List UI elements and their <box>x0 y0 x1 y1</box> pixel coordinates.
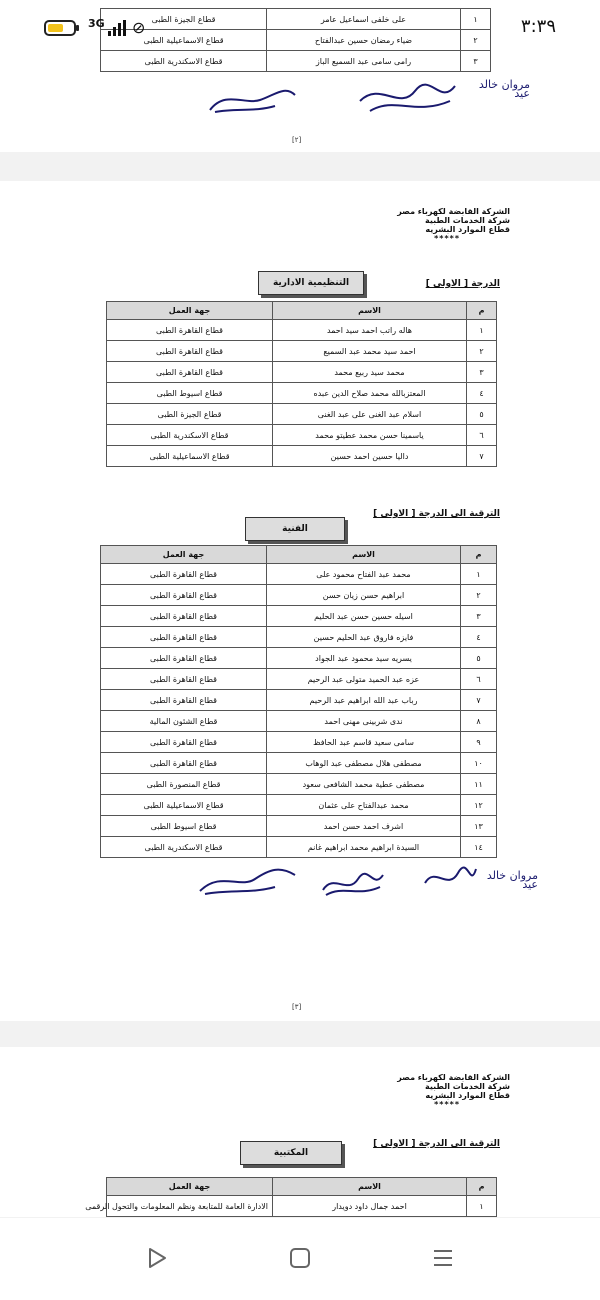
employee-name: محمد سيد ربيع محمد <box>273 362 467 383</box>
table-row <box>101 627 497 648</box>
row-number: ٣ <box>461 606 497 627</box>
row-number: ٢ <box>461 585 497 606</box>
work-department: قطاع القاهرة الطبى <box>101 606 267 627</box>
signal-bars-icon <box>108 20 128 36</box>
work-department: قطاع الشئون المالية <box>101 711 267 732</box>
employee-name: محمد عبدالفتاح على عثمان <box>267 795 461 816</box>
grade-label-3: الترقية الى الدرجة [ الاولى ] <box>373 1139 500 1149</box>
row-number: ٧ <box>467 446 497 467</box>
page-number-2: [٣] <box>292 1003 302 1011</box>
document-page-3 <box>0 1047 600 1217</box>
employee-name: اشرف احمد حسن احمد <box>267 816 461 837</box>
row-number: ٤ <box>467 383 497 404</box>
row-number: ٥ <box>467 404 497 425</box>
work-department: قطاع الاسماعيلية الطبى <box>101 30 267 51</box>
row-number: ١١ <box>461 774 497 795</box>
table-row <box>107 446 497 467</box>
row-number: ١ <box>461 564 497 585</box>
signature-1 <box>205 80 300 120</box>
work-department: قطاع القاهرة الطبى <box>101 564 267 585</box>
employee-name: على خلفى اسماعيل عامر <box>267 9 461 30</box>
signature-3 <box>195 861 300 901</box>
row-number: ١٣ <box>461 816 497 837</box>
square-home-icon <box>288 1246 312 1270</box>
handwritten-name-2: مروان خالد عيد <box>486 869 538 891</box>
row-number: ٦ <box>461 669 497 690</box>
status-bar <box>0 0 600 40</box>
table-row <box>101 669 497 690</box>
table-row <box>107 320 497 341</box>
employee-name: اسيله حسين حسن عبد الحليم <box>267 606 461 627</box>
work-department: قطاع القاهرة الطبى <box>101 690 267 711</box>
work-department: قطاع الاسكندرية الطبى <box>101 51 267 72</box>
letterhead-2: الشركة القابضة لكهرباء مصر شركة الخدمات الطبية قطاع الموارد البشريه ***** <box>397 1073 510 1109</box>
work-department: قطاع الجيزة الطبى <box>101 9 267 30</box>
employee-name: رباب عبد الله ابراهيم عبد الرحيم <box>267 690 461 711</box>
work-department: قطاع الاسماعيلية الطبى <box>107 446 273 467</box>
employee-name: اسلام عبد الغنى على عبد الغنى <box>273 404 467 425</box>
table-row <box>107 362 497 383</box>
table-row <box>101 690 497 711</box>
three-lines-menu-icon <box>431 1246 455 1270</box>
network-type: 3G <box>88 17 105 30</box>
signature-5 <box>420 861 480 897</box>
grade-label: الدرجة [ الاولى ] <box>425 279 500 289</box>
recents-button[interactable] <box>423 1238 463 1278</box>
home-button[interactable] <box>280 1238 320 1278</box>
employee-name: ابراهيم حسن زيان حسن <box>267 585 461 606</box>
row-number: ٢ <box>467 341 497 362</box>
employee-name: احمد جمال داود دويدار <box>273 1196 467 1217</box>
table-row <box>101 606 497 627</box>
row-number: ٦ <box>467 425 497 446</box>
work-department: قطاع اسيوط الطبى <box>107 383 273 404</box>
row-number: ١ <box>467 1196 497 1217</box>
table-row <box>101 795 497 816</box>
row-number: ٥ <box>461 648 497 669</box>
table-row <box>101 648 497 669</box>
row-number: ١٢ <box>461 795 497 816</box>
row-number: ٣ <box>461 51 491 72</box>
employee-name: المعتزبالله محمد صلاح الدين عبده <box>273 383 467 404</box>
table-row <box>101 816 497 837</box>
signature-4 <box>318 865 388 901</box>
table-row <box>101 711 497 732</box>
employee-name: داليا حسين احمد حسين <box>273 446 467 467</box>
employee-name: سامى سعيد قاسم عبد الحافظ <box>267 732 461 753</box>
letterhead: الشركة القابضة لكهرباء مصر شركة الخدمات الطبية قطاع الموارد البشريه ***** <box>397 207 510 243</box>
work-department: قطاع الجيزة الطبى <box>107 404 273 425</box>
back-button[interactable] <box>137 1238 177 1278</box>
document-page-2 <box>0 181 600 1021</box>
table-row <box>107 341 497 362</box>
table-row <box>107 404 497 425</box>
signature-2 <box>355 76 465 120</box>
grade-label-2: الترقية الى الدرجة [ الاولى ] <box>373 509 500 519</box>
work-department: قطاع المنصورة الطبى <box>101 774 267 795</box>
employee-name: السيدة ابراهيم محمد ابراهيم غانم <box>267 837 461 858</box>
work-department: قطاع القاهرة الطبى <box>101 669 267 690</box>
row-number: ٨ <box>461 711 497 732</box>
work-department: قطاع الاسماعيلية الطبى <box>101 795 267 816</box>
table-row <box>101 51 491 72</box>
work-department: قطاع القاهرة الطبى <box>107 341 273 362</box>
row-number: ٧ <box>461 690 497 711</box>
row-number: ١ <box>461 9 491 30</box>
row-number: ٩ <box>461 732 497 753</box>
navigation-bar <box>0 1218 600 1300</box>
employee-name: عزه عبد الحميد متولى عبد الرحيم <box>267 669 461 690</box>
clerical-table: م الاسم جهة العمل ١ احمد جمال داود دويدار الادارة العامة للمتابعة ونظم المعلومات والتحول الرقمى <box>106 1177 497 1217</box>
triangle-back-icon <box>145 1246 169 1270</box>
employee-name: هاله راتب احمد سيد احمد <box>273 320 467 341</box>
clock: ٣:٣٩ <box>520 16 556 37</box>
page-number: [٢] <box>292 136 302 144</box>
work-department: قطاع القاهرة الطبى <box>101 648 267 669</box>
table-row <box>101 837 497 858</box>
table-row <box>107 1196 497 1217</box>
work-department: قطاع اسيوط الطبى <box>101 816 267 837</box>
handwritten-name: مروان خالد عيد <box>478 78 530 100</box>
row-number: ٢ <box>461 30 491 51</box>
employee-name: ضياء رمضان حسين عبدالفتاح <box>267 30 461 51</box>
employee-name: يسريه سيد محمود عبد الجواد <box>267 648 461 669</box>
work-department: قطاع القاهرة الطبى <box>101 585 267 606</box>
employee-name: مصطفى عطية محمد الشافعى سعود <box>267 774 461 795</box>
employee-name: رامى سامى عبد السميع الباز <box>267 51 461 72</box>
admin-table: م الاسم جهة العمل ١ هاله راتب احمد سيد احمد قطاع القاهرة الطبى ٢ احمد سيد محمد عبد السميع قطاع القاهرة الطبى ٣ محمد سيد ربيع محمد قطاع القاهرة الطبى ٤ المعتزبالله محمد صلاح الدين عبده قطاع اسيوط الطبى ٥ اسلام عبد الغنى على عبد الغنى قطاع الجيزة الطبى ٦ ياسمينا حسن محمد عطيتو محمد قطاع الاسكندرية الطبى ٧ داليا حسين احمد حسين قطاع الاسماعيلية الطبى <box>106 301 497 467</box>
work-department: قطاع الاسكندرية الطبى <box>107 425 273 446</box>
employee-name: فايزه فاروق عبد الحليم حسين <box>267 627 461 648</box>
table-row <box>107 425 497 446</box>
battery-icon <box>44 20 76 36</box>
table-row <box>101 774 497 795</box>
row-number: ١ <box>467 320 497 341</box>
work-department: قطاع القاهرة الطبى <box>101 753 267 774</box>
row-number: ١٠ <box>461 753 497 774</box>
table-row <box>101 753 497 774</box>
work-department: قطاع القاهرة الطبى <box>101 627 267 648</box>
section-title-admin: التنظيمية الادارية <box>258 271 364 295</box>
section-title-clerical: المكتبية <box>240 1141 342 1165</box>
work-department: قطاع القاهرة الطبى <box>107 320 273 341</box>
row-number: ٣ <box>467 362 497 383</box>
work-department: قطاع القاهرة الطبى <box>101 732 267 753</box>
employee-name: ندى شربينى مهنى احمد <box>267 711 461 732</box>
work-department: قطاع الاسكندرية الطبى <box>101 837 267 858</box>
employee-name: ياسمينا حسن محمد عطيتو محمد <box>273 425 467 446</box>
work-department: قطاع القاهرة الطبى <box>107 362 273 383</box>
technical-table: م الاسم جهة العمل ١ محمد عبد الفتاح محمود على قطاع القاهرة الطبى ٢ ابراهيم حسن زيان حسن قطاع القاهرة الطبى ٣ اسيله حسين حسن عبد الحليم قطاع القاهرة الطبى ٤ فايزه فاروق عبد الحليم حسين قطاع القاهرة الطبى ٥ يسريه سيد محمود عبد الجواد قطاع القاهرة الطبى ٦ عزه عبد الحميد متولى عبد الرحيم قطاع القاهرة الطبى ٧ رباب عبد الله ابراهيم عبد الرحيم قطاع القاهرة الطبى ٨ ندى شربينى مهنى احمد قطاع الشئون المالية ٩ سامى سعيد قاسم عبد الحافظ قطاع القاهرة الطبى ١٠ مصطفى هلال مصطفى عبد الوهاب قطاع القاهرة الطبى ١١ مصطفى عطية محمد الشافعى سعود قطاع المنصورة الطبى ١٢ محمد عبدالفتاح على عثمان قطاع الاسماعيلية الطبى ١٣ اشرف احمد حسن احمد قطاع اسيوط الطبى ١٤ السيدة ابراهيم محمد ابراهيم غانم قطاع الاسكندرية الطبى <box>100 545 497 858</box>
employee-name: احمد سيد محمد عبد السميع <box>273 341 467 362</box>
section-title-technical: الفنية <box>245 517 345 541</box>
employee-name: مصطفى هلال مصطفى عبد الوهاب <box>267 753 461 774</box>
table-row <box>107 383 497 404</box>
table-row <box>101 585 497 606</box>
work-department: الادارة العامة للمتابعة ونظم المعلومات والتحول الرقمى <box>107 1196 273 1217</box>
row-number: ٤ <box>461 627 497 648</box>
table-row <box>101 564 497 585</box>
row-number: ١٤ <box>461 837 497 858</box>
no-signal-icon: ⊘ <box>132 18 146 37</box>
employee-name: محمد عبد الفتاح محمود على <box>267 564 461 585</box>
table-row <box>101 732 497 753</box>
